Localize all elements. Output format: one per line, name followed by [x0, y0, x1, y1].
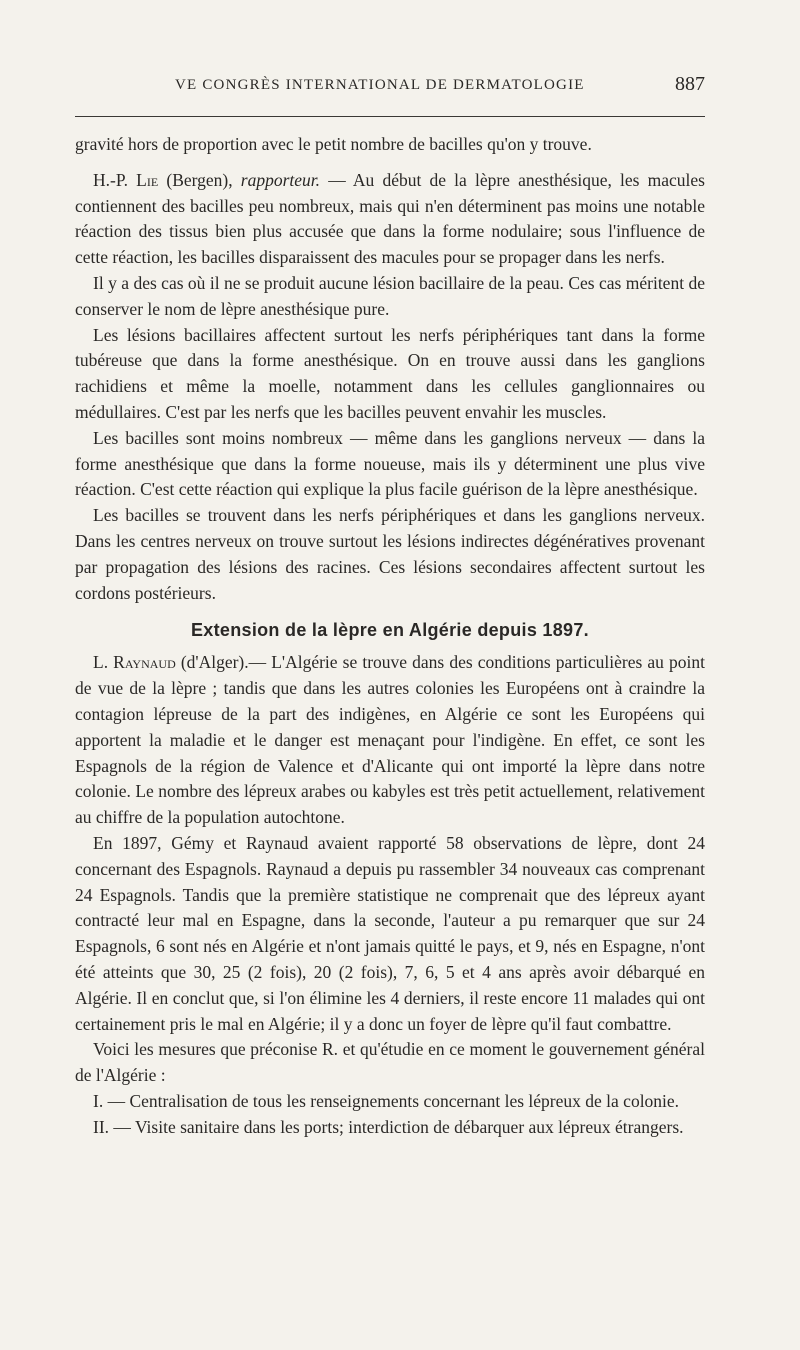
paragraph-continuation: gravité hors de proportion avec le petit nombre de bacilles qu'on y trouve. — [75, 134, 592, 154]
body-text — [75, 132, 705, 1140]
section-heading: Extension de la lèpre en Algérie depuis 1897. — [191, 620, 589, 641]
paragraph: Il y a des cas où il ne se produit aucune lésion bacillaire de la peau. Ces cas méritent de conserver le nom de lèpre anesthésique pure. — [75, 272, 705, 319]
paragraph-text: — Au début de la lèpre anesthésique, les macules contiennent des bacilles peu nombreux, mais qui n'en déterminent pas moins une notable réaction des tissus bien plus accusée que dans la forme nodulaire; sous l'influence de cette réaction, les bacilles disparaissent des macules pour se propager dans les nerfs. — [75, 169, 705, 268]
paragraph: Les bacilles sont moins nombreux — même dans les ganglions nerveux — dans la forme anesthésique que dans la forme noueuse, mais ils y déterminent une plus vive réaction. C'est cette réaction qui explique la plus facile guérison de la lèpre anesthésique. — [75, 427, 705, 500]
list-item: I. — Centralisation de tous les renseignements concernant les lépreux de la colonie. — [93, 1090, 680, 1111]
author-name: L. Raynaud — [93, 652, 176, 673]
paragraph: En 1897, Gémy et Raynaud avaient rapporté 58 observations de lèpre, dont 24 concernant des Espagnols. Raynaud a depuis pu rassembler 34 nouveaux cas comprenant 24 Espagnols. Tandis que la première statistique ne comprenait que des lépreux ayant contracté leur mal en Espagne, dans la seconde, l'auteur a pu remarquer que sur 24 Espagnols, 6 sont nés en Algérie et n'ont jamais quitté le pays, et 9, nés en Espagne, n'ont été atteints que 30, 25 (2 fois), 20 (2 fois), 7, 6, 5 et 4 ans après avoir débarqué en Algérie. Il en conclut que, si l'on élimine les 4 derniers, il reste encore 11 malades qui ont certainement pris le mal en Algérie; il y a donc un foyer de lèpre qu'il faut combattre. — [75, 832, 705, 1034]
author-affiliation: (Bergen), — [158, 169, 241, 190]
paragraph-text: (d'Alger).— L'Algérie se trouve dans des conditions particulières au point de vue de la lèpre ; tandis que dans les autres colonies les Européens ont à craindre la contagion lépreuse de la part des indigènes, en Algérie ce sont les Européens qui apportent la maladie et le danger est menaçant pour l'indigène. En effet, ce sont les Espagnols de la région de Valence et d'Alicante qui ont importé la lèpre dans notre colonie. Le nombre des lépreux arabes ou kabyles est très petit actuellement, relativement au chiffre de la population autochtone. — [75, 652, 705, 828]
paragraph: Les bacilles se trouvent dans les nerfs périphériques et dans les ganglions nerveux. Dans les centres nerveux on trouve surtout les lésions indirectes dégénératives provenant par propagation des lésions des racines. Ces lésions secondaires affectent surtout les cordons postérieurs. — [75, 505, 705, 603]
author-name: H.-P. Lie — [93, 169, 159, 190]
paragraph-lie — [75, 168, 705, 271]
running-title: VE CONGRÈS INTERNATIONAL DE DERMATOLOGIE — [175, 77, 585, 93]
page-number: 887 — [675, 73, 705, 95]
paragraph-raynaud — [75, 650, 705, 831]
paragraph: Les lésions bacillaires affectent surtout les nerfs périphériques tant dans la forme tubéreuse que dans la forme anesthésique. On en trouve aussi dans les ganglions rachidiens et même la moelle, notamment dans les cellules ganglionnaires ou médullaires. C'est par les nerfs que les bacilles peuvent envahir les muscles. — [75, 324, 705, 422]
page-header — [75, 73, 705, 103]
author-role: rapporteur. — [240, 169, 321, 190]
list-item: II. — Visite sanitaire dans les ports; interdiction de débarquer aux lépreux étrangers. — [93, 1116, 684, 1137]
paragraph: Voici les mesures que préconise R. et qu'étudie en ce moment le gouvernement général de l'Algérie : — [75, 1039, 705, 1086]
header-rule — [75, 116, 705, 117]
